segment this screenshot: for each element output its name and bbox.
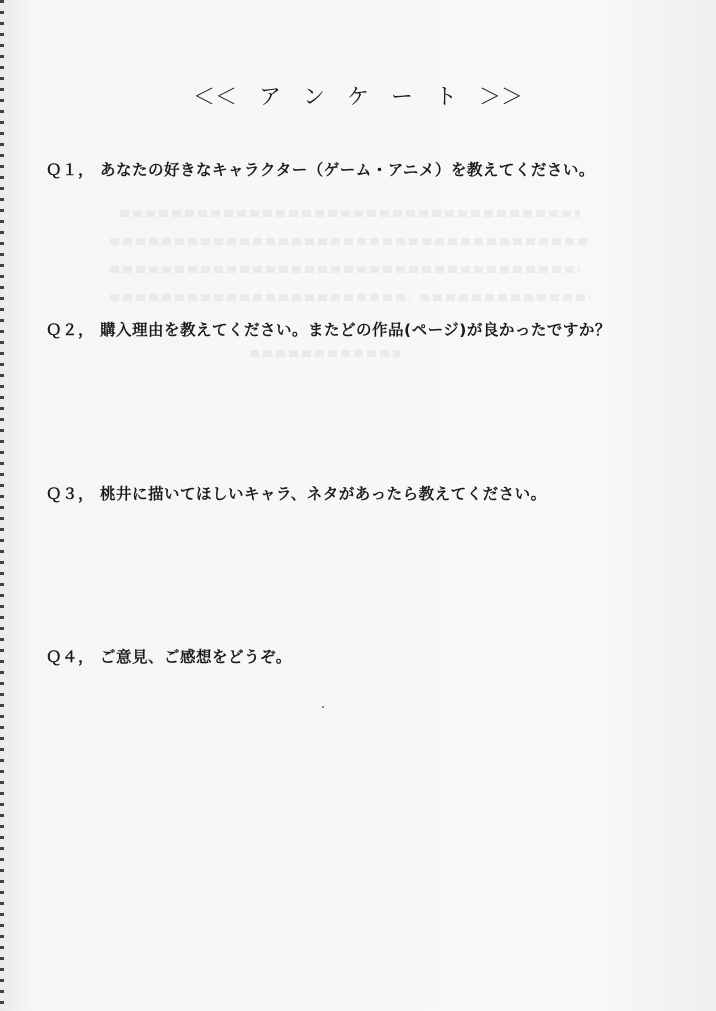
question-2 [46, 318, 611, 340]
question-text: 桃井に描いてほしいキャラ、ネタがあったら教えてください。 [100, 485, 547, 503]
question-number: Ｑ２， [46, 321, 95, 339]
question-number: Ｑ４， [46, 648, 95, 666]
question-text: あなたの好きなキャラクター（ゲーム・アニメ）を教えてください。 [100, 161, 595, 179]
question-text: ご意見、ご感想をどうぞ。 [100, 648, 292, 666]
bleed-through-line [110, 238, 590, 245]
bleed-through-line [110, 294, 410, 301]
question-3 [46, 482, 547, 504]
question-4 [46, 645, 292, 667]
bleed-through-line [120, 210, 580, 217]
question-number: Ｑ３， [46, 485, 95, 503]
question-number: Ｑ１， [46, 161, 95, 179]
question-text: 購入理由を教えてください。またどの作品(ページ)が良かったですか？ [100, 321, 611, 339]
question-1 [46, 158, 595, 180]
page-title: ＜＜ ア ン ケ ー ト ＞＞ [192, 85, 523, 110]
perforated-edge [0, 0, 4, 1011]
bleed-through-line [250, 350, 400, 357]
speck [322, 706, 324, 708]
bleed-through-line [420, 294, 590, 301]
bleed-through-line [110, 266, 580, 273]
